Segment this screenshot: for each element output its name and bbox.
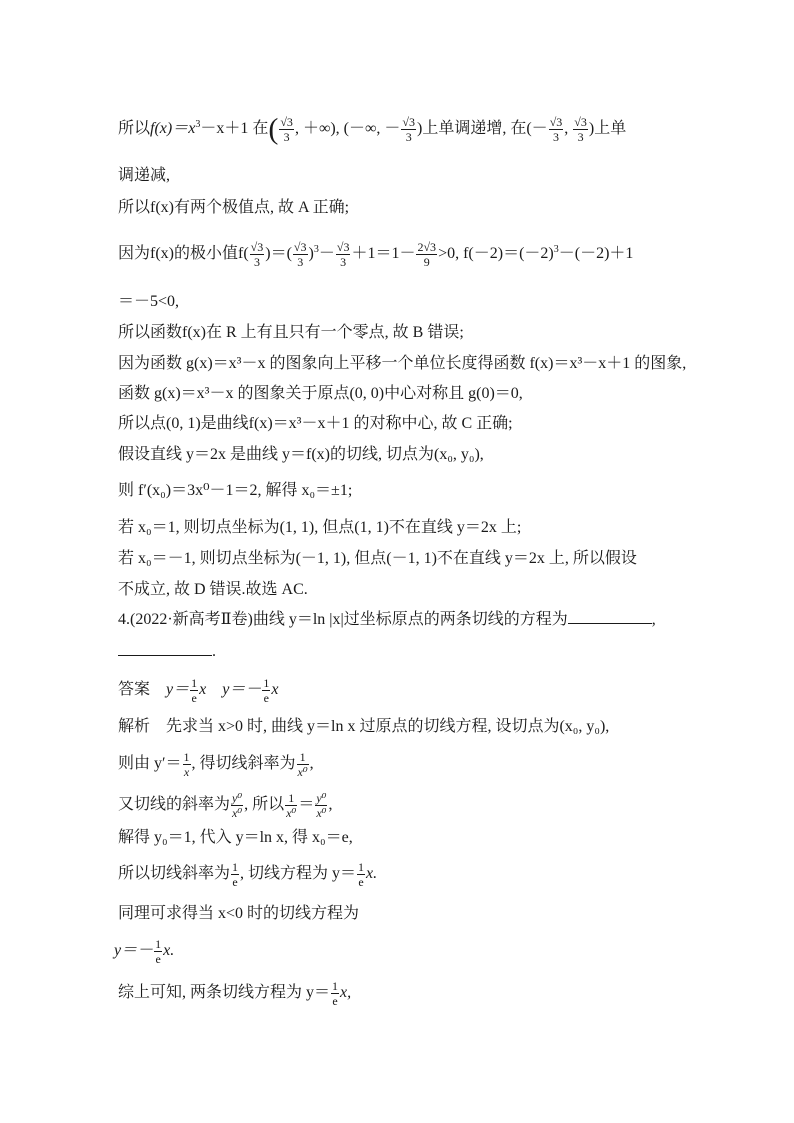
fraction [262,676,270,705]
denominator: x⁰ [297,765,308,779]
numerator: √3 [250,240,264,254]
numerator: 2√3 [417,240,437,254]
text: 所以 [118,120,151,138]
exponent: 3 [313,244,319,256]
text-line: 则 f′(x₀)＝3x⁰－1＝2, 解得 x₀＝±1; [118,482,353,499]
numerator: 1 [191,676,198,690]
fraction [401,115,416,144]
math: f(x)＝x [150,120,196,138]
analysis-line: 解析 先求当 x>0 时, 曲线 y＝ln x 过原点的切线方程, 设切点为(x₀, y₀), [118,718,610,735]
text: , [651,611,656,628]
tangent-line-eq [118,860,377,889]
text-line: 若 x₀＝－1, 则切点坐标为(－1, 1), 但点(－1, 1)不在直线 y＝2x 上, 所以假设 [118,550,637,567]
denominator: 3 [253,255,260,269]
numerator: √3 [402,115,416,129]
text: －x＋1 在 [200,120,269,138]
text: )上单调递增, 在(－ [417,120,548,138]
fraction [293,240,308,269]
numerator: y⁰ [232,791,243,805]
fraction [573,115,588,144]
text: >0, f(－2)＝(－2) [438,245,554,263]
math: y＝－ [114,942,154,960]
numerator: 1 [358,860,365,874]
fraction [183,750,191,779]
numerator: √3 [336,240,350,254]
text: , 所以 [244,796,285,814]
answer-blank-1 [568,609,652,624]
text-line: 所以点(0, 1)是曲线f(x)＝x³－x＋1 的对称中心, 故 C 正确; [118,415,513,432]
numerator: 1 [155,937,162,951]
fraction [154,937,162,966]
math: x [199,681,207,699]
text-line: ＝－5<0, [118,293,180,310]
slope-line [118,791,332,820]
text-line: 若 x₀＝1, 则切点坐标为(1, 1), 但点(1, 1)不在直线 y＝2x 上; [118,519,522,536]
math: y＝ [166,681,190,699]
text: , [309,755,314,773]
exponent: 3 [195,119,201,131]
exponent: 3 [553,244,559,256]
numerator: 1 [232,860,239,874]
text: 则由 y′＝ [118,755,182,773]
numerator: 1 [332,979,339,993]
text-line-minimum [118,240,633,269]
fraction [331,979,339,1008]
text: 综上可知, 两条切线方程为 y＝ [118,984,331,1002]
denominator: e [191,691,197,705]
numerator: √3 [293,240,307,254]
text-line: 所以f(x)有两个极值点, 故 A 正确; [118,199,350,216]
denominator: e [263,691,269,705]
paren: ( [268,112,279,146]
text-line: 解得 y₀＝1, 代入 y＝ln x, 得 x₀＝e, [118,829,353,846]
numerator: y⁰ [316,791,327,805]
conclusion-line [118,979,351,1008]
numerator: √3 [280,115,293,129]
text: ＋1＝1－ [351,245,416,263]
text: )上单 [588,120,627,138]
denominator: 3 [577,130,584,144]
denominator: x⁰ [316,806,327,820]
math: x [271,681,279,699]
text: － [318,245,335,263]
text: , [564,120,573,138]
numerator: 1 [263,676,270,690]
text-line: 假设直线 y＝2x 是曲线 y＝f(x)的切线, 切点为(x₀, y₀), [118,446,484,463]
answer-label: 答案 [118,681,151,699]
answer-blank-2 [118,641,212,656]
numerator: 1 [183,750,190,764]
text: , 得切线斜率为 [191,755,296,773]
denominator: 3 [552,130,559,144]
denominator: e [155,952,161,966]
denominator: x [183,765,190,779]
derivative-line [118,750,314,779]
text-line: 同理可求得当 x<0 时的切线方程为 [118,905,360,922]
fraction [549,115,564,144]
text: )＝( [265,245,292,263]
text: . [212,643,216,660]
text: 又切线的斜率为 [118,796,231,814]
text: , 切线方程为 y＝ [240,865,357,883]
denominator: 3 [283,130,290,144]
denominator: x⁰ [286,806,297,820]
text-line: 调递减, [118,167,171,184]
math: x. [163,942,175,960]
denominator: 9 [423,255,430,269]
text: ＝ [298,796,315,814]
numerator: 1 [285,791,297,806]
fraction [416,240,437,269]
denominator: 3 [405,130,412,144]
denominator: e [332,994,338,1008]
fraction [231,860,239,889]
math: x, [340,984,352,1002]
text: －(－2)＋1 [558,245,634,263]
math: y＝－ [222,681,262,699]
text: , [328,796,333,814]
fraction [336,240,351,269]
text-line: 所以函数f(x)在 R 上有且只有一个零点, 故 B 错误; [118,324,464,341]
denominator: 3 [297,255,304,269]
numerator: √3 [574,115,587,129]
fraction [279,115,294,144]
fraction [297,750,309,779]
fraction [315,791,327,820]
question-4 [118,608,656,632]
text: ) [308,245,314,263]
fraction [231,791,243,820]
text-line-monotonic [118,112,627,146]
math: x. [366,865,378,883]
fraction [285,791,297,820]
answer-line [118,676,278,705]
denominator: 3 [340,255,347,269]
question-text: 4.(2022·新高考Ⅱ卷)曲线 y＝ln |x|过坐标原点的两条切线的方程为 [118,611,568,628]
denominator: e [232,875,238,889]
text-line: 函数 g(x)＝x³－x 的图象关于原点(0, 0)中心对称且 g(0)＝0, [118,385,523,402]
text-line: 因为函数 g(x)＝x³－x 的图象向上平移一个单位长度得函数 f(x)＝x³－x＋1 的图象, [118,355,687,372]
fraction [357,860,365,889]
text: 因为f(x)的极小值f( [118,245,249,263]
text: 所以切线斜率为 [118,865,231,883]
denominator: x⁰ [232,806,243,820]
denominator: e [358,875,364,889]
numerator: 1 [297,750,309,765]
text-line: 不成立, 故 D 错误.故选 AC. [118,581,308,598]
fraction [250,240,265,269]
numerator: √3 [549,115,563,129]
answer-blank-line [118,640,216,664]
negative-tangent-eq [114,937,174,966]
fraction [190,676,198,705]
text: , ＋∞), (－∞, － [294,120,401,138]
